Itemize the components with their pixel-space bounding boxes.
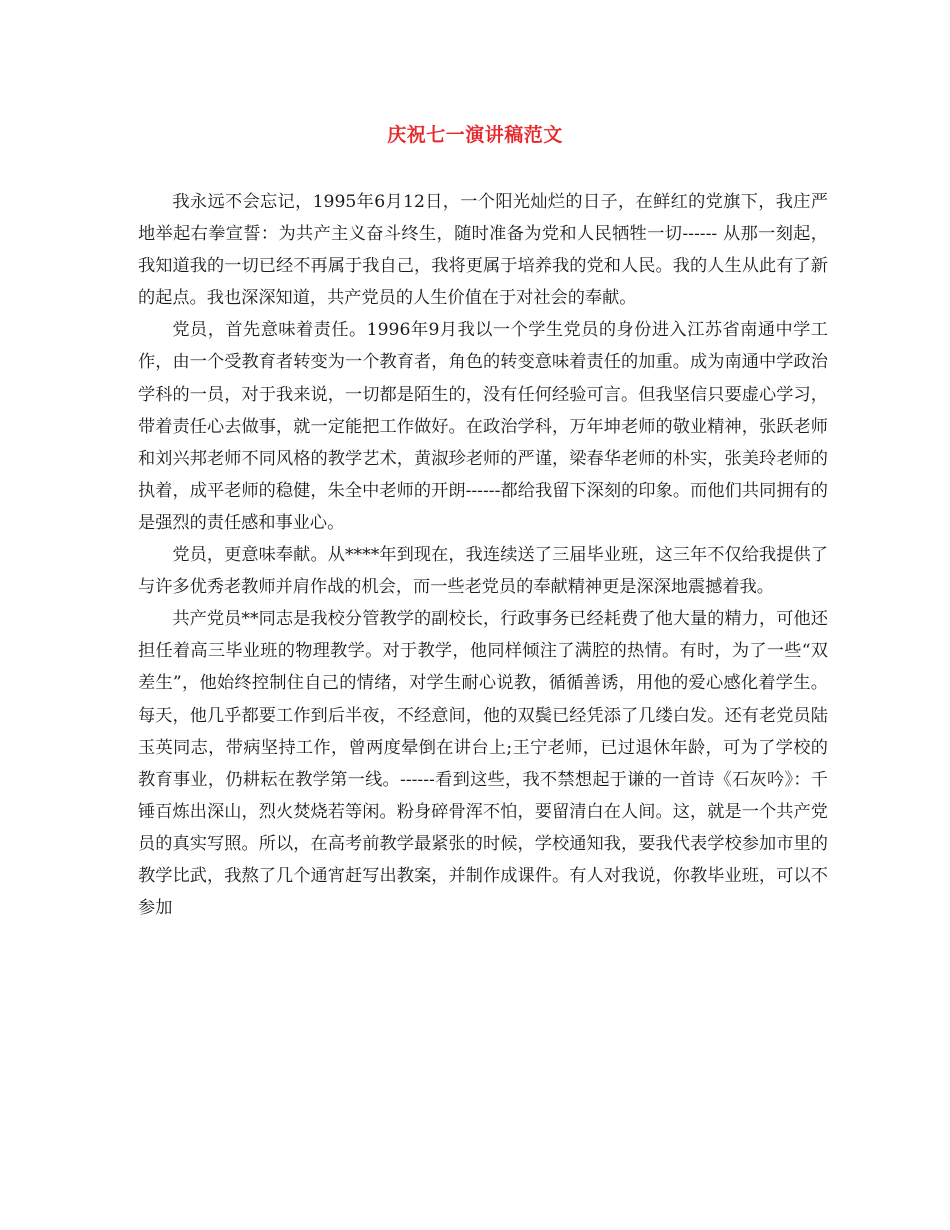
document-title: 庆祝七一演讲稿范文 xyxy=(387,124,563,146)
document-body xyxy=(138,186,828,924)
paragraph-4: 共产党员**同志是我校分管教学的副校长，行政事务已经耗费了他大量的精力，可他还担任着高三毕业班的物理教学。对于教学，他同样倾注了满腔的热情。有时，为了一些“双差生”，他始终控制住自己的情绪，对学生耐心说教，循循善诱，用他的爱心感化着学生。每天，他几乎都要工作到后半夜，不经意间，他的双鬓已经凭添了几缕白发。还有老党员陆玉英同志，带病坚持工作，曾两度晕倒在讲台上;王宁老师，已过退休年龄，可为了学校的教育事业，仍耕耘在教学第一线。------看到这些，我不禁想起于谦的一首诗《石灰吟》：千锤百炼出深山，烈火焚烧若等闲。粉身碎骨浑不怕，要留清白在人间。这，就是一个共产党员的真实写照。所以，在高考前教学最紧张的时候，学校通知我，要我代表学校参加市里的教学比武，我熬了几个通宵赶写出教案，并制作成课件。有人对我说，你教毕业班，可以不参加 xyxy=(138,609,828,919)
paragraph-2: 党员，首先意味着责任。1996年9月我以一个学生党员的身份进入江苏省南通中学工作，由一个受教育者转变为一个教育者，角色的转变意味着责任的加重。成为南通中学政治学科的一员，对于我来说，一切都是陌生的，没有任何经验可言。但我坚信只要虚心学习，带着责任心去做事，就一定能把工作做好。在政治学科，万年坤老师的敬业精神，张跃老师和刘兴邦老师不同风格的教学艺术，黄淑珍老师的严谨，梁春华老师的朴实，张美玲老师的执着，成平老师的稳健，朱全中老师的开朗------都给我留下深刻的印象。而他们共同拥有的是强烈的责任感和事业心。 xyxy=(138,320,828,533)
paragraph-1: 我永远不会忘记，1995年6月12日，一个阳光灿烂的日子，在鲜红的党旗下，我庄严地举起右拳宣誓：为共产主义奋斗终生，随时准备为党和人民牺牲一切------ 从那一刻起，我知道我的一切已经不再属于我自己，我将更属于培养我的党和人民。我的人生从此有了新的起点。我也深深知道，共产党员的人生价值在于对社会的奉献。 xyxy=(138,192,828,309)
paragraph-3: 党员，更意味奉献。从****年到现在，我连续送了三届毕业班，这三年不仅给我提供了与许多优秀老教师并肩作战的机会，而一些老党员的奉献精神更是深深地震撼着我。 xyxy=(138,545,828,598)
